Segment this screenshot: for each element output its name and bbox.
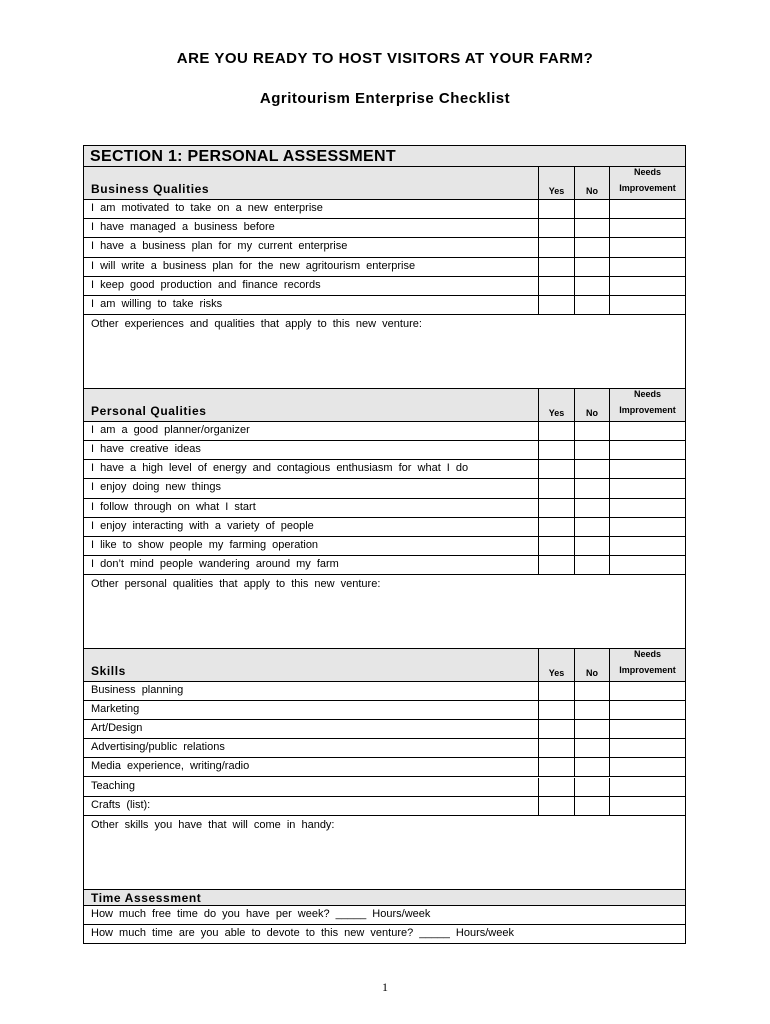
needs-improvement-cell[interactable]: [609, 739, 685, 757]
yes-checkbox-cell[interactable]: [538, 556, 574, 574]
checklist-row: [84, 758, 685, 777]
free-time-question[interactable]: [84, 906, 685, 925]
checklist-row: [84, 701, 685, 720]
needs-improvement-cell[interactable]: [609, 238, 685, 256]
no-checkbox-cell[interactable]: [574, 720, 609, 738]
no-column-header: No: [574, 389, 609, 421]
needs-improvement-cell[interactable]: [609, 720, 685, 738]
checklist-row: [84, 422, 685, 441]
business-other-notes[interactable]: [84, 315, 685, 389]
yes-checkbox-cell[interactable]: [538, 518, 574, 536]
checklist-item-label: Marketing: [91, 703, 140, 716]
yes-checkbox-cell[interactable]: [538, 479, 574, 497]
needs-improvement-cell[interactable]: [609, 200, 685, 218]
yes-column-header: Yes: [538, 389, 574, 421]
yes-checkbox-cell[interactable]: [538, 200, 574, 218]
yes-checkbox-cell[interactable]: [538, 720, 574, 738]
no-column-header: No: [574, 167, 609, 199]
yes-checkbox-cell[interactable]: [538, 499, 574, 517]
checklist-item-label: I am willing to take risks: [91, 298, 223, 310]
checklist-row: [84, 460, 685, 479]
free-time-question-text: How much free time do you have per week? _____ Hours/week: [91, 908, 431, 920]
checklist-row: [84, 682, 685, 701]
checklist-item-label: Business planning: [91, 684, 184, 696]
checklist-row: [84, 277, 685, 296]
checklist-row: [84, 296, 685, 315]
no-checkbox-cell[interactable]: [574, 739, 609, 757]
no-checkbox-cell[interactable]: [574, 277, 609, 295]
yes-checkbox-cell[interactable]: [538, 258, 574, 276]
checklist-row: [84, 778, 685, 797]
yes-checkbox-cell[interactable]: [538, 701, 574, 719]
needs-improvement-column-header: Needs Improvement: [609, 389, 685, 421]
no-checkbox-cell[interactable]: [574, 479, 609, 497]
checklist-row: [84, 219, 685, 238]
personal-other-label: Other personal qualities that apply to this new venture:: [91, 578, 381, 590]
no-checkbox-cell[interactable]: [574, 778, 609, 796]
yes-checkbox-cell[interactable]: [538, 422, 574, 440]
business-qualities-header: [84, 167, 685, 200]
yes-checkbox-cell[interactable]: [538, 219, 574, 237]
checklist-item-label: I have a high level of energy and contagious enthusiasm for what I do: [91, 462, 469, 475]
skills-other-notes[interactable]: [84, 816, 685, 890]
checklist-item-label: Art/Design: [91, 722, 143, 735]
checklist-row: [84, 441, 685, 460]
yes-checkbox-cell[interactable]: [538, 739, 574, 757]
yes-checkbox-cell[interactable]: [538, 778, 574, 796]
yes-checkbox-cell[interactable]: [538, 460, 574, 478]
needs-improvement-cell[interactable]: [609, 518, 685, 536]
business-qualities-heading: Business Qualities: [91, 182, 210, 196]
yes-checkbox-cell[interactable]: [538, 238, 574, 256]
yes-column-header: Yes: [538, 167, 574, 199]
checklist-row: [84, 499, 685, 518]
needs-improvement-cell[interactable]: [609, 422, 685, 440]
skills-header: [84, 649, 685, 682]
no-checkbox-cell[interactable]: [574, 758, 609, 776]
needs-improvement-cell[interactable]: [609, 479, 685, 497]
needs-improvement-cell[interactable]: [609, 778, 685, 796]
checklist-item-label: Advertising/public relations: [91, 741, 225, 754]
skills-heading: Skills: [91, 664, 126, 678]
needs-improvement-cell[interactable]: [609, 258, 685, 276]
no-checkbox-cell[interactable]: [574, 701, 609, 719]
yes-checkbox-cell[interactable]: [538, 537, 574, 555]
needs-improvement-cell[interactable]: [609, 797, 685, 815]
yes-checkbox-cell[interactable]: [538, 277, 574, 295]
no-checkbox-cell[interactable]: [574, 258, 609, 276]
yes-checkbox-cell[interactable]: [538, 758, 574, 776]
time-assessment-heading: Time Assessment: [91, 891, 202, 905]
needs-improvement-cell[interactable]: [609, 499, 685, 517]
no-checkbox-cell[interactable]: [574, 296, 609, 314]
checklist-item-label: I enjoy interacting with a variety of people: [91, 519, 314, 532]
needs-improvement-cell[interactable]: [609, 277, 685, 295]
no-checkbox-cell[interactable]: [574, 556, 609, 574]
personal-qualities-header: [84, 389, 685, 422]
yes-checkbox-cell[interactable]: [538, 682, 574, 700]
checklist-item-label: Crafts (list):: [91, 798, 151, 811]
yes-checkbox-cell[interactable]: [538, 441, 574, 459]
checklist-row: [84, 200, 685, 219]
checklist-item-label: I like to show people my farming operation: [91, 538, 319, 551]
needs-improvement-cell[interactable]: [609, 758, 685, 776]
needs-improvement-cell[interactable]: [609, 219, 685, 237]
checklist-row: [84, 739, 685, 758]
needs-improvement-column-header: Needs Improvement: [609, 167, 685, 199]
checklist-row: [84, 479, 685, 498]
checklist-item-label: I am a good planner/organizer: [91, 424, 250, 436]
business-other-label: Other experiences and qualities that apply to this new venture:: [91, 318, 422, 330]
needs-improvement-cell[interactable]: [609, 460, 685, 478]
venture-time-question-text: How much time are you able to devote to this new venture? _____ Hours/week: [91, 927, 514, 939]
checklist-row: [84, 720, 685, 739]
no-checkbox-cell[interactable]: [574, 499, 609, 517]
no-checkbox-cell[interactable]: [574, 219, 609, 237]
no-checkbox-cell[interactable]: [574, 537, 609, 555]
checklist-form: [83, 145, 686, 944]
no-checkbox-cell[interactable]: [574, 682, 609, 700]
page-number: 1: [382, 980, 388, 994]
no-column-header: No: [574, 649, 609, 681]
venture-time-question[interactable]: [84, 925, 685, 944]
checklist-item-label: I will write a business plan for the new agritourism enterprise: [91, 259, 416, 272]
no-checkbox-cell[interactable]: [574, 797, 609, 815]
needs-improvement-cell[interactable]: [609, 296, 685, 314]
checklist-item-label: I have a business plan for my current enterprise: [91, 240, 348, 253]
checklist-row: [84, 518, 685, 537]
no-checkbox-cell[interactable]: [574, 200, 609, 218]
yes-column-header: Yes: [538, 649, 574, 681]
time-assessment-header: [84, 890, 685, 906]
checklist-item-label: I don’t mind people wandering around my farm: [91, 557, 339, 570]
document-subtitle: Agritourism Enterprise Checklist: [259, 90, 511, 107]
needs-improvement-cell[interactable]: [609, 682, 685, 700]
checklist-item-label: Teaching: [91, 779, 136, 792]
checklist-item-label: I keep good production and finance records: [91, 278, 321, 291]
needs-improvement-cell[interactable]: [609, 537, 685, 555]
needs-improvement-cell[interactable]: [609, 441, 685, 459]
no-checkbox-cell[interactable]: [574, 441, 609, 459]
checklist-item-label: I follow through on what I start: [91, 500, 256, 513]
yes-checkbox-cell[interactable]: [538, 797, 574, 815]
needs-improvement-cell[interactable]: [609, 556, 685, 574]
no-checkbox-cell[interactable]: [574, 518, 609, 536]
checklist-row: [84, 258, 685, 277]
needs-improvement-column-header: Needs Improvement: [609, 649, 685, 681]
checklist-row: [84, 238, 685, 257]
checklist-item-label: I am motivated to take on a new enterprise: [91, 202, 323, 214]
checklist-item-label: I enjoy doing new things: [91, 481, 222, 494]
section-title: SECTION 1: PERSONAL ASSESSMENT: [84, 146, 685, 167]
checklist-row: [84, 797, 685, 816]
checklist-row: [84, 537, 685, 556]
checklist-item-label: I have managed a business before: [91, 221, 275, 234]
no-checkbox-cell[interactable]: [574, 238, 609, 256]
skills-other-label: Other skills you have that will come in handy:: [91, 819, 335, 831]
yes-checkbox-cell[interactable]: [538, 296, 574, 314]
personal-other-notes[interactable]: [84, 575, 685, 649]
no-checkbox-cell[interactable]: [574, 422, 609, 440]
needs-improvement-cell[interactable]: [609, 701, 685, 719]
personal-qualities-heading: Personal Qualities: [91, 404, 207, 418]
document-title: ARE YOU READY TO HOST VISITORS AT YOUR FARM?: [176, 50, 594, 67]
checklist-row: [84, 556, 685, 575]
checklist-item-label: I have creative ideas: [91, 443, 201, 456]
checklist-item-label: Media experience, writing/radio: [91, 760, 250, 773]
no-checkbox-cell[interactable]: [574, 460, 609, 478]
